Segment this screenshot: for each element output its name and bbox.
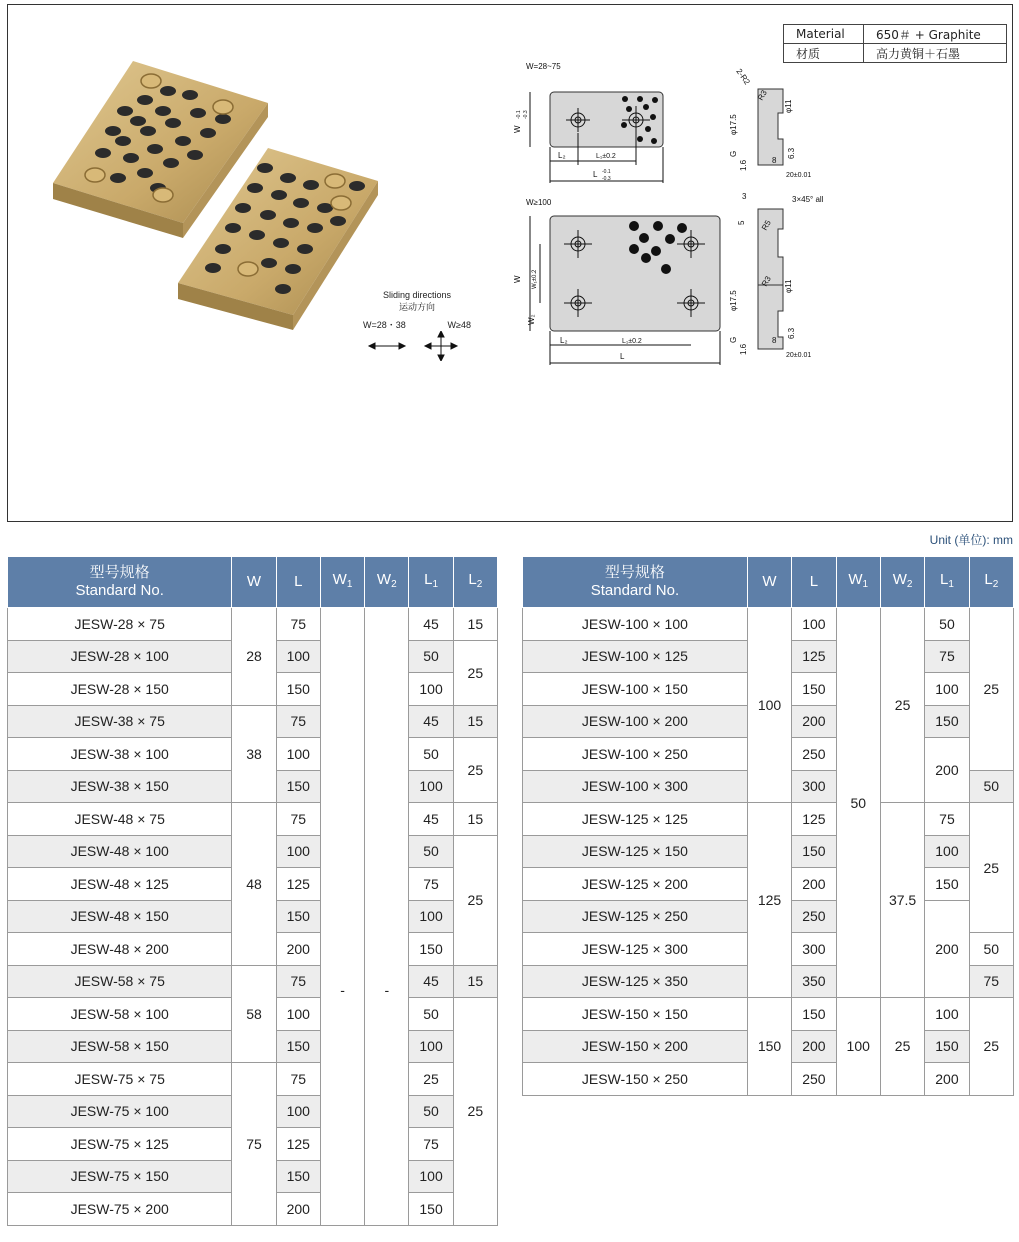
cell-l: 150 <box>276 900 320 933</box>
cell-name: JESW-100 × 200 <box>523 705 748 738</box>
cell-l2: 15 <box>453 608 497 641</box>
cell-w: 75 <box>232 1063 276 1226</box>
dim-d11-bottom: φ11 <box>784 279 793 293</box>
cell-l: 300 <box>792 770 836 803</box>
cell-name: JESW-75 × 150 <box>8 1160 232 1193</box>
cell-l1: 75 <box>925 803 969 836</box>
header-standard-no: 型号规格 Standard No. <box>523 557 748 608</box>
dim-l-bottom: L <box>620 352 625 361</box>
table-row <box>523 803 1014 836</box>
cell-w1: 100 <box>836 998 880 1096</box>
cell-name: JESW-28 × 150 <box>8 673 232 706</box>
cell-l: 75 <box>276 705 320 738</box>
dim-d175-bottom: φ17.5 <box>729 290 738 311</box>
cell-w2: 25 <box>880 998 924 1096</box>
cell-l: 200 <box>792 868 836 901</box>
dim-t3: 3 <box>742 192 747 201</box>
dim-l2-bottom: L₂ <box>560 336 568 345</box>
cell-l: 150 <box>276 1160 320 1193</box>
cell-w: 48 <box>232 803 276 966</box>
cell-w: 58 <box>232 965 276 1063</box>
cell-l1: 45 <box>409 965 453 998</box>
table-row <box>8 803 498 836</box>
dim-r3-top: R3 <box>755 88 769 102</box>
sliding-small-label: W=28・38 <box>363 320 406 330</box>
cell-l: 125 <box>276 868 320 901</box>
cell-name: JESW-48 × 75 <box>8 803 232 836</box>
table-row <box>8 608 498 641</box>
cell-l1: 100 <box>925 998 969 1031</box>
cell-name: JESW-100 × 250 <box>523 738 748 771</box>
cell-name: JESW-100 × 300 <box>523 770 748 803</box>
cell-l1: 50 <box>409 738 453 771</box>
technical-drawing <box>498 53 838 373</box>
cell-name: JESW-125 × 125 <box>523 803 748 836</box>
cell-l2: 25 <box>453 998 497 1226</box>
cell-l: 150 <box>276 770 320 803</box>
cell-l: 250 <box>792 1063 836 1096</box>
cell-l2: 15 <box>453 803 497 836</box>
header-l1: $L_1$ <box>409 557 453 608</box>
dim-w-tol-bot: -0.3 <box>523 110 529 119</box>
header-w2: $W_2$ <box>365 557 409 608</box>
cell-l: 75 <box>276 803 320 836</box>
cell-l: 100 <box>276 835 320 868</box>
cell-name: JESW-125 × 150 <box>523 835 748 868</box>
table-row <box>523 608 1014 641</box>
cell-name: JESW-100 × 100 <box>523 608 748 641</box>
cell-l1: 150 <box>925 705 969 738</box>
cell-name: JESW-38 × 150 <box>8 770 232 803</box>
cell-l: 200 <box>792 705 836 738</box>
header-l: L <box>792 557 836 608</box>
cell-name: JESW-75 × 75 <box>8 1063 232 1096</box>
sliding-arrows <box>363 331 471 361</box>
cell-l1: 50 <box>409 835 453 868</box>
cell-l: 125 <box>276 1128 320 1161</box>
dim-w1-bottom: W₁±0.2 <box>532 269 538 289</box>
cell-l1: 50 <box>409 640 453 673</box>
header-w2: $W_2$ <box>880 557 924 608</box>
cell-l1: 75 <box>409 1128 453 1161</box>
cell-l: 75 <box>276 608 320 641</box>
cell-w1: 50 <box>836 608 880 998</box>
material-label-en: Material <box>784 25 864 44</box>
cell-w: 125 <box>747 803 791 998</box>
range-label-bottom: W≥100 <box>526 198 552 207</box>
cell-l: 250 <box>792 738 836 771</box>
unit-label: Unit (单位): mm <box>929 533 1013 547</box>
header-w: W <box>232 557 276 608</box>
cell-l2: 15 <box>453 705 497 738</box>
dim-t16-bottom: 1.6 <box>739 343 748 355</box>
dim-l1-bottom: L₁±0.2 <box>622 338 642 345</box>
material-label-cn: 材质 <box>784 44 864 63</box>
cell-l1: 200 <box>925 900 969 998</box>
dim-g-bottom: G <box>729 336 738 343</box>
cell-l2: 15 <box>453 965 497 998</box>
cell-l1: 25 <box>409 1063 453 1096</box>
cell-l1: 100 <box>409 1160 453 1193</box>
cell-w: 28 <box>232 608 276 706</box>
cell-l: 200 <box>276 1193 320 1226</box>
cell-l1: 50 <box>409 1095 453 1128</box>
cell-l: 200 <box>276 933 320 966</box>
cell-name: JESW-125 × 200 <box>523 868 748 901</box>
cell-l: 100 <box>276 998 320 1031</box>
cell-name: JESW-150 × 250 <box>523 1063 748 1096</box>
header-standard-no: 型号规格 Standard No. <box>8 557 232 608</box>
dim-d11-top: φ11 <box>784 99 793 113</box>
cell-l2: 75 <box>969 965 1013 998</box>
cell-l2: 50 <box>969 770 1013 803</box>
cell-name: JESW-28 × 75 <box>8 608 232 641</box>
cell-w: 100 <box>747 608 791 803</box>
cell-name: JESW-58 × 100 <box>8 998 232 1031</box>
table-row <box>523 998 1014 1031</box>
range-label-top: W=28~75 <box>526 62 561 71</box>
cell-l1: 50 <box>409 998 453 1031</box>
cell-l2: 25 <box>969 998 1013 1096</box>
cell-w: 150 <box>747 998 791 1096</box>
cell-l1: 150 <box>409 933 453 966</box>
dim-r5: R5 <box>759 218 773 232</box>
cell-l: 125 <box>792 640 836 673</box>
cell-name: JESW-58 × 75 <box>8 965 232 998</box>
header-w1: $W_1$ <box>836 557 880 608</box>
spec-table-right <box>522 556 1014 1096</box>
cell-name: JESW-38 × 100 <box>8 738 232 771</box>
cell-l: 150 <box>792 998 836 1031</box>
header-l2: $L_2$ <box>453 557 497 608</box>
product-photo <box>43 53 383 343</box>
dim-t8-bottom: 8 <box>772 336 777 345</box>
cell-name: JESW-48 × 150 <box>8 900 232 933</box>
cell-l1: 200 <box>925 738 969 803</box>
cell-l: 150 <box>276 673 320 706</box>
cell-l1: 75 <box>925 640 969 673</box>
dim-w-bottom: W <box>513 275 522 283</box>
header-w: W <box>747 557 791 608</box>
cell-l1: 150 <box>409 1193 453 1226</box>
dim-r3-bottom: R3 <box>759 274 773 288</box>
cell-w2: 37.5 <box>880 803 924 998</box>
cell-l1: 200 <box>925 1063 969 1096</box>
dim-g-top: G <box>729 150 738 157</box>
cell-l: 200 <box>792 1030 836 1063</box>
dim-d175-top: φ17.5 <box>729 114 738 135</box>
cell-name: JESW-125 × 350 <box>523 965 748 998</box>
header-l2: $L_2$ <box>969 557 1013 608</box>
cell-l2: 50 <box>969 933 1013 966</box>
cell-name: JESW-100 × 125 <box>523 640 748 673</box>
table-row <box>8 705 498 738</box>
dim-r2: 2-R2 <box>734 66 752 87</box>
dim-t63-bottom: 6.3 <box>787 327 796 339</box>
header-l: L <box>276 557 320 608</box>
cell-l1: 100 <box>409 900 453 933</box>
cell-l1: 100 <box>409 770 453 803</box>
dim-l2-top: L₂ <box>558 151 566 160</box>
cell-name: JESW-150 × 200 <box>523 1030 748 1063</box>
cell-l1: 100 <box>409 673 453 706</box>
cell-l2: 25 <box>453 640 497 705</box>
cell-w1: - <box>320 608 364 1226</box>
dim-t5: 5 <box>737 220 746 225</box>
dim-t20-bottom: 20±0.01 <box>786 352 812 359</box>
cell-l: 125 <box>792 803 836 836</box>
dim-w-top: W <box>513 125 522 133</box>
cell-l: 75 <box>276 965 320 998</box>
cell-w2: 25 <box>880 608 924 803</box>
cell-name: JESW-38 × 75 <box>8 705 232 738</box>
cell-name: JESW-125 × 250 <box>523 900 748 933</box>
cell-l: 150 <box>792 835 836 868</box>
header-w1: $W_1$ <box>320 557 364 608</box>
dim-l-top: L <box>593 170 598 179</box>
sliding-title-cn: 运动方向 <box>398 302 435 312</box>
dim-w-tol-top: -0.1 <box>516 110 522 119</box>
product-figure-panel <box>7 4 1013 522</box>
cell-name: JESW-75 × 100 <box>8 1095 232 1128</box>
sliding-title-en: Sliding directions <box>382 290 452 300</box>
cell-l2: 25 <box>453 738 497 803</box>
dim-t8-top: 8 <box>772 156 777 165</box>
table-row <box>8 1063 498 1096</box>
cell-l2: 25 <box>453 835 497 965</box>
dim-chamfer: 3×45° all <box>792 195 824 204</box>
cell-l: 250 <box>792 900 836 933</box>
dim-t63-top: 6.3 <box>787 147 796 159</box>
cell-l: 100 <box>276 1095 320 1128</box>
cell-name: JESW-48 × 100 <box>8 835 232 868</box>
table-row <box>8 965 498 998</box>
cell-w2: - <box>365 608 409 1226</box>
cell-name: JESW-58 × 150 <box>8 1030 232 1063</box>
cell-name: JESW-48 × 200 <box>8 933 232 966</box>
cell-l1: 100 <box>925 673 969 706</box>
material-value-cn: 高力黄铜＋石墨 <box>864 44 1007 63</box>
cell-l1: 150 <box>925 1030 969 1063</box>
cell-l: 300 <box>792 933 836 966</box>
cell-w: 38 <box>232 705 276 803</box>
cell-l: 150 <box>276 1030 320 1063</box>
cell-name: JESW-150 × 150 <box>523 998 748 1031</box>
cell-l1: 100 <box>925 835 969 868</box>
cell-name: JESW-75 × 125 <box>8 1128 232 1161</box>
cell-name: JESW-75 × 200 <box>8 1193 232 1226</box>
cell-l: 100 <box>792 608 836 641</box>
dim-l1-top: L₁±0.2 <box>596 153 616 160</box>
cell-l2: 25 <box>969 608 1013 771</box>
cell-l: 75 <box>276 1063 320 1096</box>
cell-l: 100 <box>276 738 320 771</box>
cell-l1: 50 <box>925 608 969 641</box>
cell-l1: 45 <box>409 705 453 738</box>
cell-l1: 45 <box>409 803 453 836</box>
dim-w2-bottom: W₂ <box>527 314 536 325</box>
dim-l-tol-top: -0.1 <box>602 169 611 175</box>
material-value-en: 650＃ + Graphite <box>864 25 1007 44</box>
cell-l1: 45 <box>409 608 453 641</box>
sliding-directions <box>363 289 471 364</box>
sliding-large-label: W≥48 <box>447 320 471 330</box>
cell-l: 350 <box>792 965 836 998</box>
header-l1: $L_1$ <box>925 557 969 608</box>
cell-name: JESW-125 × 300 <box>523 933 748 966</box>
cell-name: JESW-28 × 100 <box>8 640 232 673</box>
cell-l1: 100 <box>409 1030 453 1063</box>
dim-t16-top: 1.6 <box>739 159 748 171</box>
cell-l2: 25 <box>969 803 1013 933</box>
dim-l-tol-bot: -0.3 <box>602 176 611 182</box>
cell-l: 150 <box>792 673 836 706</box>
cell-l: 100 <box>276 640 320 673</box>
cell-name: JESW-48 × 125 <box>8 868 232 901</box>
cell-name: JESW-100 × 150 <box>523 673 748 706</box>
cell-l1: 75 <box>409 868 453 901</box>
dim-t20-top: 20±0.01 <box>786 172 812 179</box>
cell-l1: 150 <box>925 868 969 901</box>
spec-table-left <box>7 556 498 1226</box>
